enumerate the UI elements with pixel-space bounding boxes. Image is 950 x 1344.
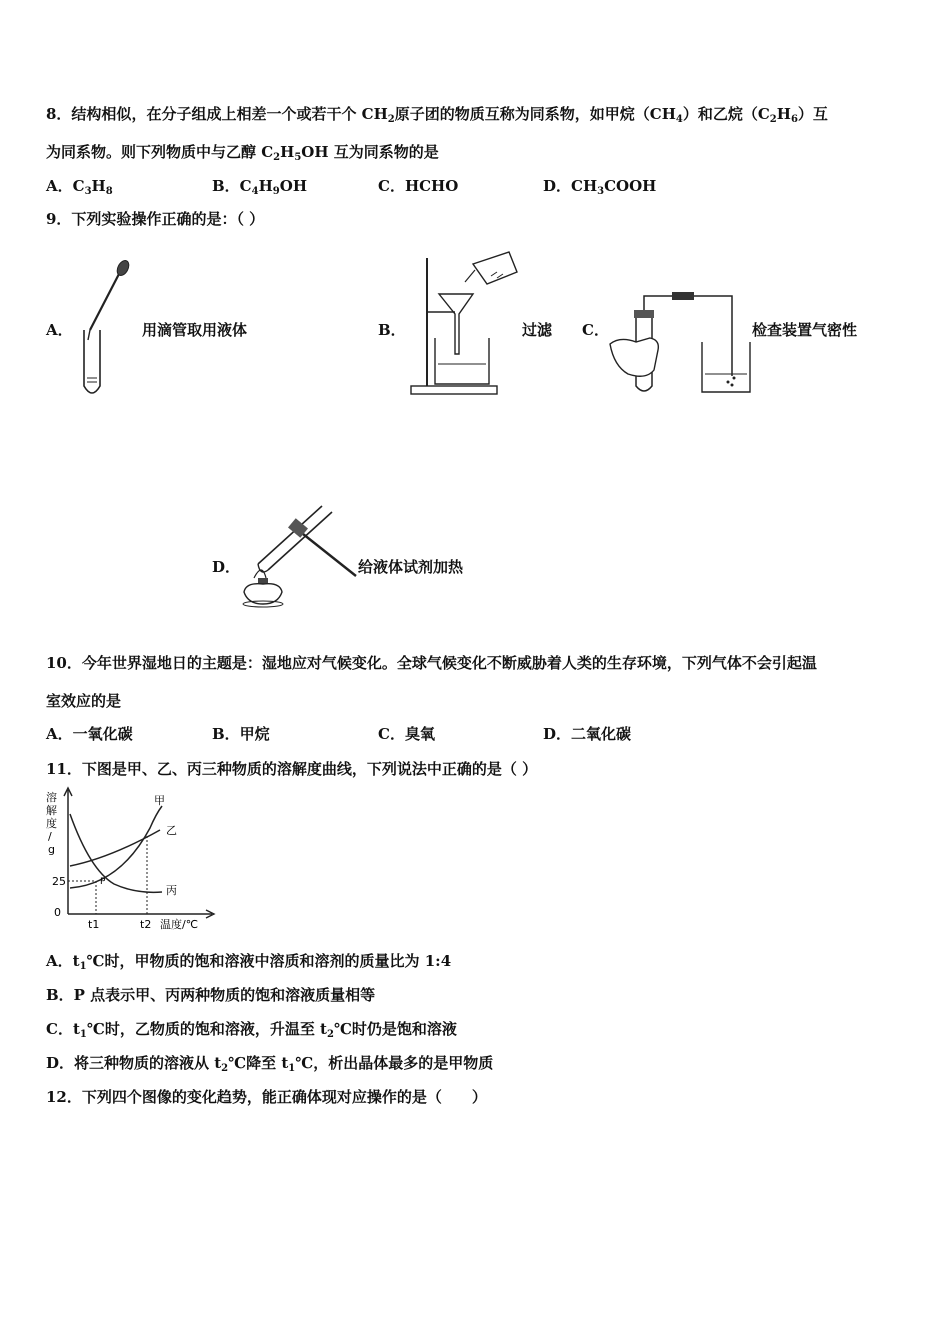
q9-option-d-letter: D． xyxy=(212,558,241,576)
solubility-curve-graph xyxy=(40,786,230,932)
curve-label-yi: 乙 xyxy=(166,824,177,837)
q10-option-d: D．二氧化碳 xyxy=(543,725,632,743)
x-tick-t1: t1 xyxy=(88,918,100,931)
q11-option-b: B．P 点表示甲、丙两种物质的饱和溶液质量相等 xyxy=(46,986,376,1004)
heating-liquid-figure xyxy=(238,500,358,610)
q8-option-a: A．$C_3H_8$ xyxy=(46,177,113,197)
curve-label-bing: 丙 xyxy=(166,884,177,897)
q11-stem: 11．下图是甲、乙、丙三种物质的溶解度曲线，下列说法中正确的是（ ） xyxy=(46,760,538,778)
origin-label: 0 xyxy=(54,906,61,919)
q9-stem: 9．下列实验操作正确的是：（ ） xyxy=(46,210,265,228)
q8-option-c: C．HCHO xyxy=(378,177,459,195)
dropper-in-test-tube-figure xyxy=(76,258,136,403)
q12-stem: 12．下列四个图像的变化趋势，能正确体现对应操作的是（ ） xyxy=(46,1088,487,1106)
curve-label-jia: 甲 xyxy=(154,794,165,807)
y-axis-label-1: 溶 xyxy=(46,791,57,804)
y-axis-label-4: / xyxy=(48,830,52,843)
y-tick-25: 25 xyxy=(52,875,66,888)
q9-option-c-caption: 检查装置气密性 xyxy=(752,321,858,339)
q9-option-c-letter: C． xyxy=(582,321,609,339)
q8-stem-line2: 为同系物。则下列物质中与乙醇 $C_2H_5OH$ 互为同系物的是 xyxy=(46,143,439,163)
airtightness-check-figure xyxy=(606,288,756,398)
q10-option-a: A．一氧化碳 xyxy=(46,725,133,743)
x-axis-label: 温度/℃ xyxy=(160,918,199,931)
q9-option-a-caption: 用滴管取用液体 xyxy=(142,321,248,339)
q10-option-c: C．臭氧 xyxy=(378,725,435,743)
x-tick-t2: t2 xyxy=(140,918,152,931)
filtration-apparatus-figure xyxy=(405,250,525,400)
q9-option-a-letter: A． xyxy=(46,321,73,339)
q9-option-b-caption: 过滤 xyxy=(522,321,553,339)
q10-stem-line2: 室效应的是 xyxy=(46,692,122,710)
curve-bing xyxy=(70,814,162,892)
q11-option-a: A．$t_1℃$时，甲物质的饱和溶液中溶质和溶剂的质量比为 1:4 xyxy=(46,952,452,972)
q10-option-b: B．甲烷 xyxy=(212,725,270,743)
q11-option-c: C．$t_1℃$时，乙物质的饱和溶液，升温至 $t_2℃$时仍是饱和溶液 xyxy=(46,1020,457,1040)
q8-stem-line1: 8．结构相似，在分子组成上相差一个或若干个 $CH_2$原子团的物质互称为同系物，如甲烷$(CH_4)$和乙烷$(C_2H_6)$互 xyxy=(46,105,828,125)
q9-option-b-letter: B． xyxy=(378,321,406,339)
q8-option-d: D．$CH_3COOH$ xyxy=(543,177,657,197)
point-p-label: P xyxy=(100,877,106,887)
y-axis-label-5: g xyxy=(48,843,55,856)
y-axis-label-2: 解 xyxy=(46,804,57,817)
q11-option-d: D．将三种物质的溶液从 $t_2℃$降至 $t_1℃$，析出晶体最多的是甲物质 xyxy=(46,1054,494,1074)
q8-option-b: B．$C_4H_9OH$ xyxy=(212,177,307,197)
y-axis-label-3: 度 xyxy=(46,817,57,830)
q9-option-d-caption: 给液体试剂加热 xyxy=(358,558,464,576)
q10-stem-line1: 10．今年世界湿地日的主题是：湿地应对气候变化。全球气候变化不断威胁着人类的生存环境，下列气体不会引起温 xyxy=(46,654,817,672)
